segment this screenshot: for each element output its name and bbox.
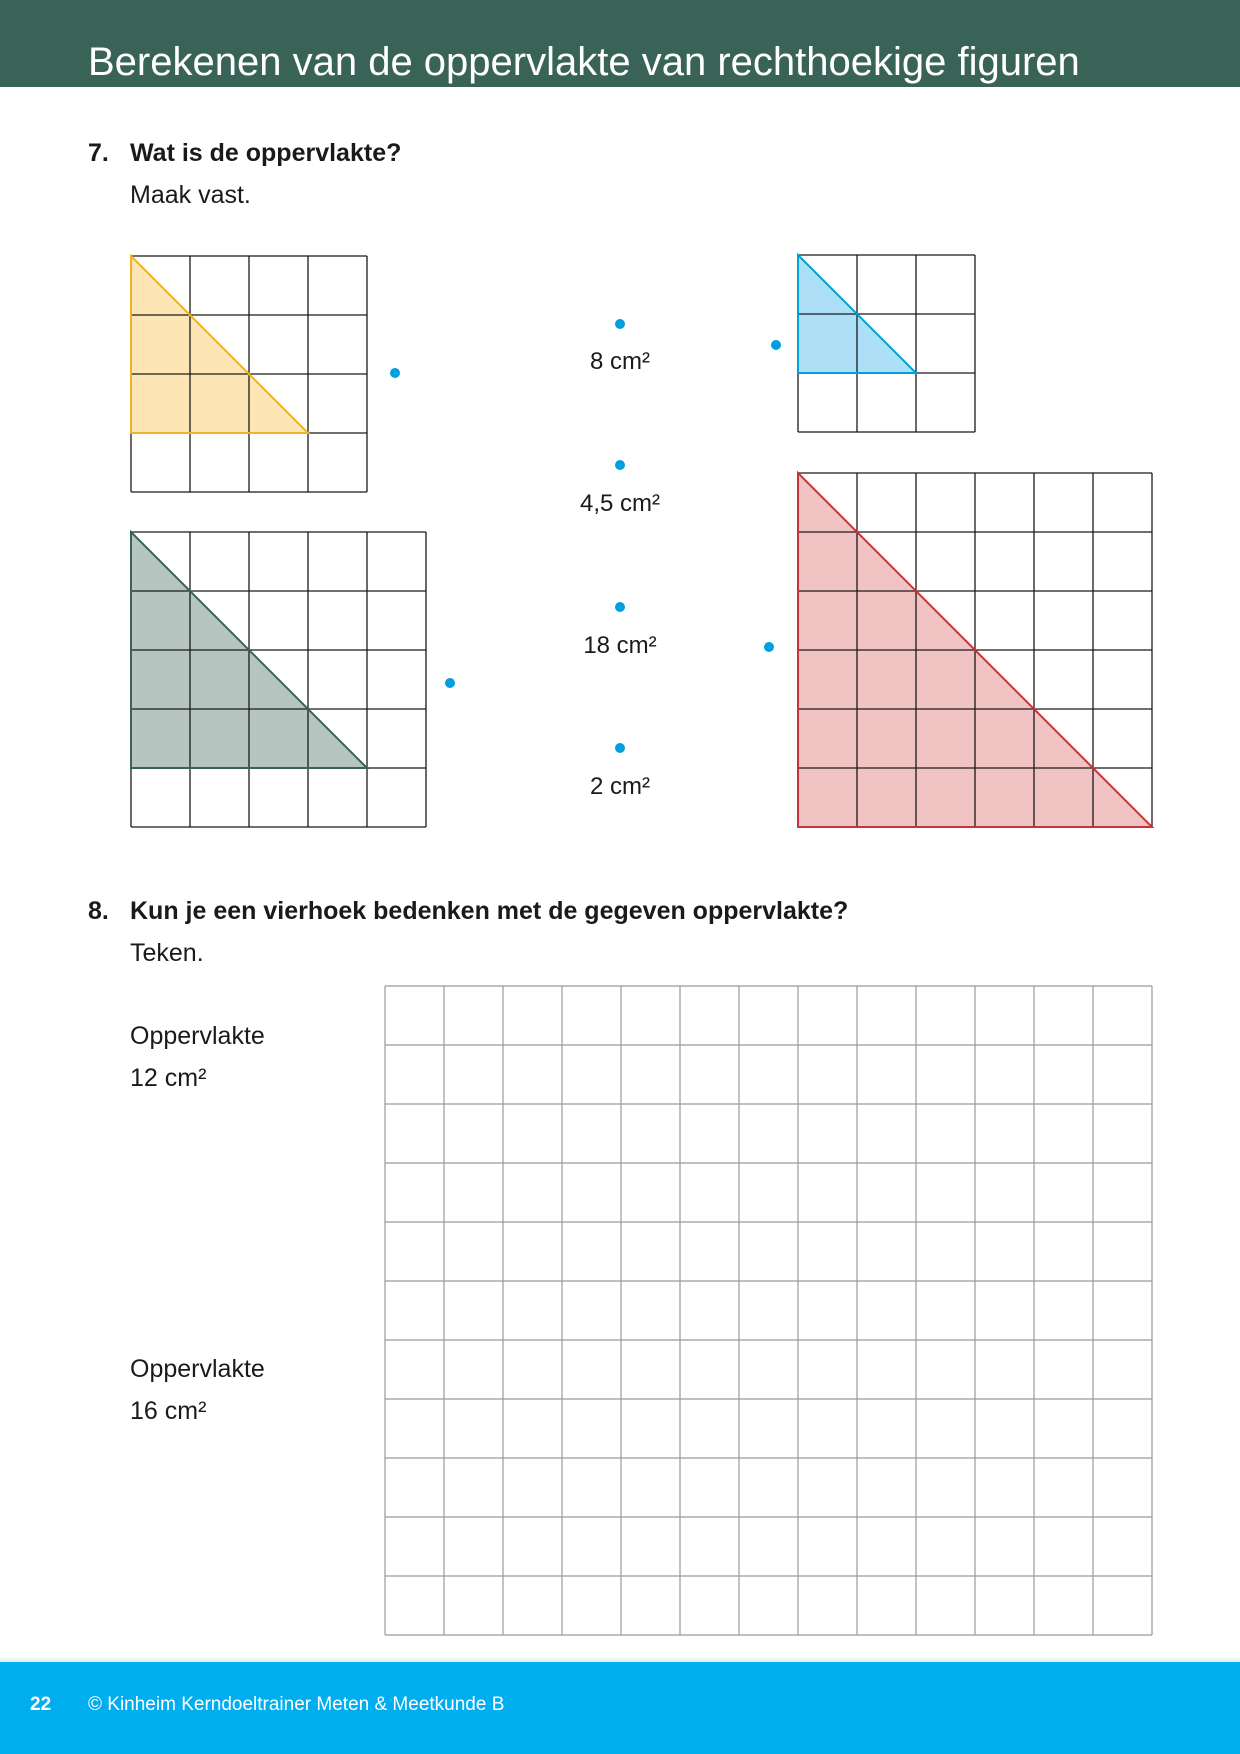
question-8-text: Kun je een vierhoek bedenken met de gegeven oppervlakte? <box>130 897 849 925</box>
question-7-number: 7. <box>88 139 109 167</box>
question-8-number: 8. <box>88 897 109 925</box>
drawing-grid[interactable] <box>385 986 1152 1635</box>
footer-copyright: © Kinheim Kerndoeltrainer Meten & Meetkunde B <box>88 1694 505 1715</box>
drawing-grid-background <box>385 986 1152 1635</box>
question-7-text: Wat is de oppervlakte? <box>130 139 402 167</box>
area-label-12-value: 12 cm² <box>130 1064 207 1092</box>
answer-option-2: 4,5 cm² <box>579 490 660 517</box>
answer-option-1: 8 cm² <box>590 348 650 375</box>
page-number: 22 <box>30 1694 52 1715</box>
area-label-16-title: Oppervlakte <box>130 1355 265 1383</box>
area-label-16-value: 16 cm² <box>130 1397 207 1425</box>
page-title: Berekenen van de oppervlakte van rechthoekige figuren <box>88 40 1080 84</box>
question-8-instruction: Teken. <box>130 939 204 967</box>
question-7-instruction: Maak vast. <box>130 181 251 209</box>
answer-option-3: 18 cm² <box>583 632 657 659</box>
answer-option-4: 2 cm² <box>590 773 650 800</box>
area-label-12-title: Oppervlakte <box>130 1022 265 1050</box>
